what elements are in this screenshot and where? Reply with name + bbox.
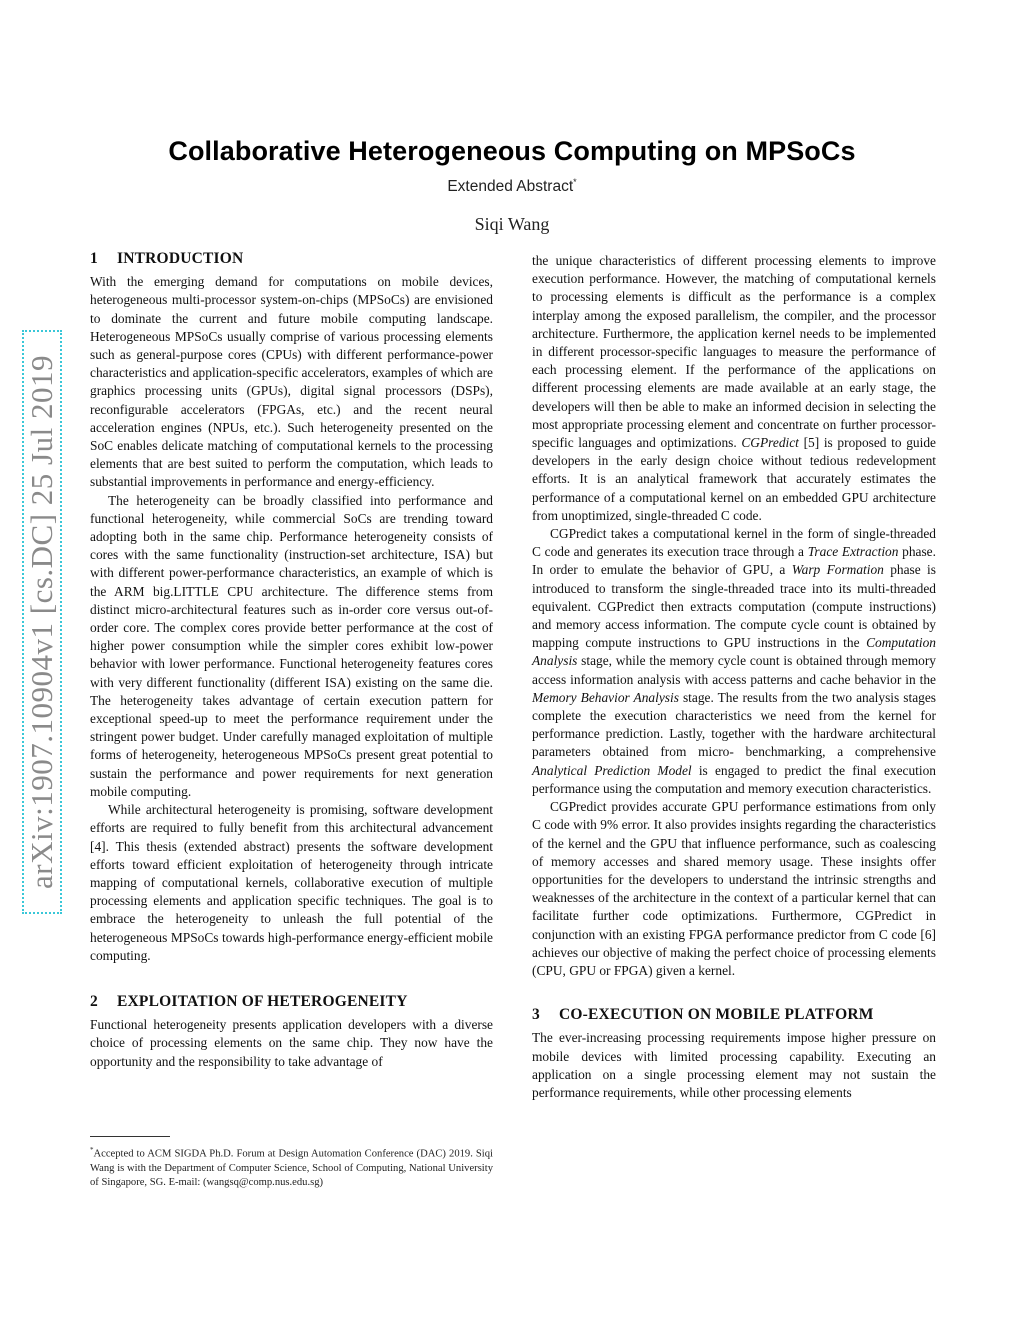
section-number: 2 (90, 992, 98, 1010)
memory-behavior-analysis-term: Memory Behavior Analysis (532, 689, 679, 705)
right-column (532, 252, 936, 1102)
exploitation-paragraph-3: CGPredict provides accurate GPU performance estimations from only C code with 9% error. It also provides insights regarding the characteristics of the kernel and the GPU that influence performance, such as coalescing of memory accesses and shared memory usage. These insights offer opportunities for the developers to understand the intrinsic strengths and weaknesses of the architecture in the context of a particular kernel that can facilitate further code optimizations. Furthermore, CGPredict in conjunction with an existing FPGA performance predictor from C code [6] achieves our objective of making the perfect choice of processing elements (CPU, GPU or FPGA) given a kernel. (532, 799, 936, 978)
text-span: stage, while the memory cycle count is obtained through memory access information analysis with access patterns and cache behavior in the (532, 653, 936, 687)
footnote-marker: * (90, 1146, 94, 1154)
arxiv-stamp (22, 330, 62, 914)
footnote-text: Accepted to ACM SIGDA Ph.D. Forum at Design Automation Conference (DAC) 2019. Siqi Wang is with the Department of Computer Science, School of Computing, National University of Singapore, SG. E-mail: (wangsq@comp.nus.edu.sg) (90, 1148, 493, 1188)
exploitation-paragraph-1-cont (532, 252, 936, 525)
intro-paragraph-3: While architectural heterogeneity is promising, software development efforts are required to fully benefit from this architectural advancement [4]. This thesis (extended abstract) presents the software development efforts toward efficient exploitation of heterogeneity through intricate mapping of computational kernels, collaborative execution of multiple processing elements and application specific techniques. The goal is to embrace the heterogeneity to unleash the full potential of the heterogeneous MPSoCs towards high-performance energy-efficient mobile computing. (90, 802, 493, 963)
section-title: EXPLOITATION OF HETEROGENEITY (117, 992, 408, 1010)
section-heading-exploitation (90, 993, 493, 1011)
cgpredict-term: CGPredict (741, 435, 799, 451)
paper-title: Collaborative Heterogeneous Computing on MPSoCs (168, 136, 856, 166)
paper-subtitle (0, 177, 1024, 196)
section-number: 3 (532, 1006, 540, 1024)
section-heading-introduction (90, 250, 493, 268)
subtitle-footnote-marker: * (573, 177, 577, 187)
section-heading-co-execution (532, 1006, 936, 1024)
text-span: CGPredict takes a computational kernel in the form of single-threaded C code and generates its execution trace through a (532, 526, 936, 560)
text-span: phase is introduced to transform the single-threaded trace into its multi-threaded equivalent. CGPredict then extracts computation (compute instructions) and memory access information. The compute cycle count is obtained by mapping compute instructions to GPU instructions in the (532, 562, 936, 651)
co-execution-paragraph-1: The ever-increasing processing requirements impose higher pressure on mobile devices with limited processing capability. Executing an application on a single processing element may not sustain the performance requirements, while other processing elements (532, 1030, 936, 1100)
text-span: [5] is proposed to guide developers in the early design choice without tedious redevelopment efforts. It is an analytical framework that accurately estimates the performance of a computational kernel on an embedded GPU architecture from unoptimized, single-threaded C code. (532, 435, 936, 523)
arxiv-stamp-text: arXiv:1907.10904v1 [cs.DC] 25 Jul 2019 (24, 355, 59, 889)
intro-paragraph-2: The heterogeneity can be broadly classified into performance and functional heterogeneity, while commercial SoCs are trending toward adopting both in the same chip. Performance heterogeneity consists of cores with the same functionality (instruction-set architecture, ISA) but with different power-performance characteristics, an example of which is the ARM big.LITTLE CPU architecture. The difference stems from distinct micro-architectural features such as in-order core versus out-of-order core. The complex cores provide better performance at the cost of higher power consumption while the simpler cores exhibit low-power behavior with lower performance. Functional heterogeneity features cores with very different functionality (different ISA) existing on the same die. The heterogeneity takes advantage of certain execution pattern for exceptional speed-up to meet the performance requirement under the stringent power budget. Under carefully managed exploitation of multiple forms of heterogeneity, heterogeneous MPSoCs present great potential to sustain the performance and power requirements for next generation mobile computing. (90, 492, 493, 799)
text-span: the unique characteristics of different processing elements to improve execution performance. However, the matching of computational kernels to processing elements is difficult as the performance is a complex interplay among the exposed parallelism, the compiler, and the processor architecture. Furthermore, the application kernel needs to be implemented in different processor-specific languages to measure the performance of each processing element. If the performance of the applications on different processing elements are made available at an early stage, the developers will then be able to make an informed decision in selecting the most appropriate processing element and concentrate on further processor-specific languages and optimizations. (532, 253, 936, 451)
trace-extraction-term: Trace Extraction (807, 544, 899, 560)
exploitation-paragraph-1-start: Functional heterogeneity presents application developers with a diverse choice of processing elements on the same chip. They now have the opportunity and the responsibility to take advantage of (90, 1017, 493, 1069)
section-number: 1 (90, 250, 98, 267)
left-column (90, 250, 493, 1071)
exploitation-paragraph-2 (532, 525, 936, 798)
intro-paragraph-1: With the emerging demand for computations on mobile devices, heterogeneous multi-processor system-on-chips (MPSoCs) are envisioned to dominate the current and future mobile computing landscape. Heterogeneous MPSoCs usually comprise of various processing elements such as general-purpose cores (CPUs) with different performance-power characteristics and application-specific accelerators, examples of which are graphics processing units (GPUs), digital signal processors (DSPs), reconfigurable accelerators (FPGAs, etc.) and the recent neural acceleration engines (NPUs, etc.). Such heterogeneity presented on the SoC enables delicate matching of computational kernels to the processing elements that are best suited to perform the computation, which leads to substantial improvements in performance and energy-efficiency. (90, 274, 494, 490)
author-name: Siqi Wang (474, 214, 550, 234)
subtitle-text: Extended Abstract (447, 178, 574, 196)
computation-analysis-term: Computation Analysis (532, 635, 936, 669)
footnote-rule (90, 1136, 170, 1137)
section-title: CO-EXECUTION ON MOBILE PLATFORM (559, 1006, 874, 1024)
footnote (90, 1136, 493, 1190)
section-title: INTRODUCTION (117, 250, 244, 267)
text-span: phase. In order to emulate the behavior of GPU, a (532, 544, 936, 578)
analytical-prediction-model-term: Analytical Prediction Model (532, 762, 692, 778)
text-span: stage. The results from the two analysis stages complete the execution characteristics we need from the kernel for performance prediction. Lastly, together with the hardware architectural parameters obtained from micro- benchmarking, a comprehensive (532, 689, 936, 760)
warp-formation-term: Warp Formation (791, 562, 884, 578)
text-span: is engaged to predict the final execution performance using the computation and memory execution characteristics. (532, 762, 936, 796)
